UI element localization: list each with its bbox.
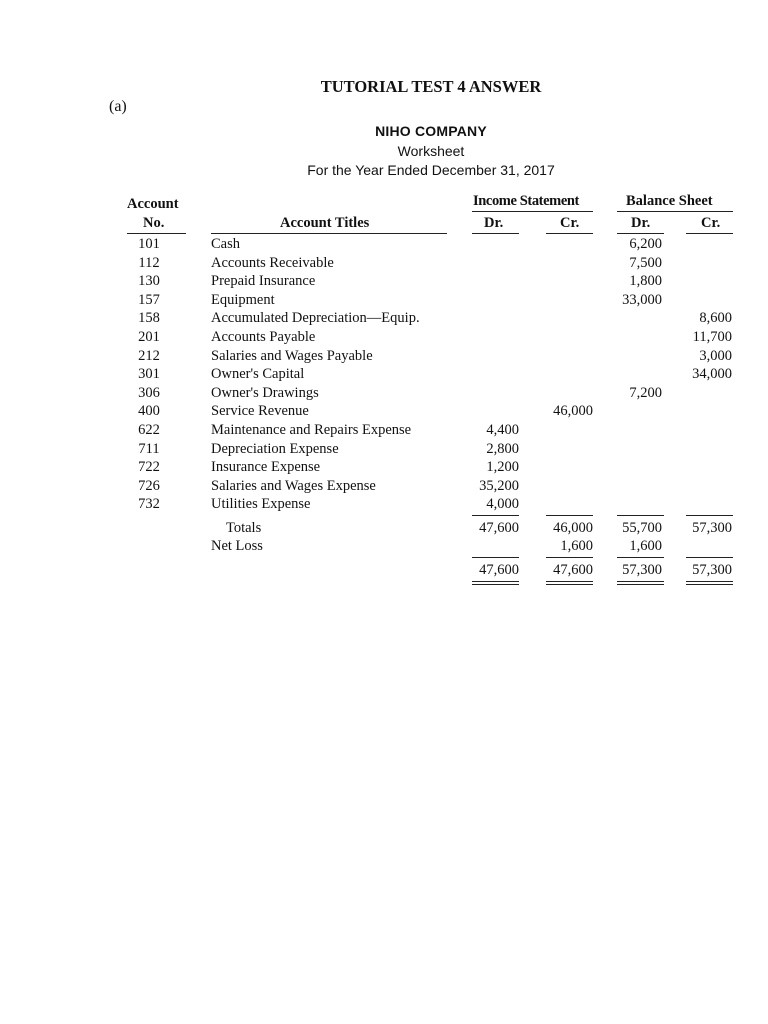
account-title: Maintenance and Repairs Expense xyxy=(211,422,412,438)
row-is-cr: 46,000 xyxy=(553,403,593,420)
row-bs-cr: 8,600 xyxy=(699,310,732,327)
account-number: 112 xyxy=(138,254,160,271)
table-row xyxy=(0,422,768,441)
double-rule-bs-dr-top xyxy=(617,581,664,582)
net-loss-bs-dr: 1,600 xyxy=(629,538,662,554)
totals-label: Totals xyxy=(226,520,262,536)
company-name: NIHO COMPANY xyxy=(375,123,487,139)
account-number: 101 xyxy=(138,236,160,252)
rule-bs-cr xyxy=(686,233,733,234)
rule-above-totals-is-cr xyxy=(546,515,593,516)
double-rule-is-cr-bottom xyxy=(546,584,593,585)
header-bs-dr: Dr. xyxy=(631,215,651,231)
rule-bs-dr xyxy=(617,233,664,234)
double-rule-is-dr-bottom xyxy=(472,584,519,585)
totals-bs-cr: 57,300 xyxy=(692,520,732,536)
table-row xyxy=(0,441,768,460)
rule-above-final-is-cr xyxy=(546,557,593,558)
row-is-dr: 2,800 xyxy=(486,440,519,457)
table-row xyxy=(0,255,768,274)
account-number: 711 xyxy=(138,440,160,457)
double-rule-is-dr-top xyxy=(472,581,519,582)
account-number: 732 xyxy=(138,496,160,513)
table-row xyxy=(0,403,768,422)
account-title: Cash xyxy=(211,236,240,252)
header-bs-cr: Cr. xyxy=(701,215,721,231)
header-income-statement: Income Statement xyxy=(473,193,579,209)
account-title: Accumulated Depreciation—Equip. xyxy=(211,310,420,327)
double-rule-bs-cr-top xyxy=(686,581,733,582)
row-bs-dr: 7,200 xyxy=(629,384,662,401)
period-label: For the Year Ended December 31, 2017 xyxy=(307,162,555,178)
rule-above-totals-bs-cr xyxy=(686,515,733,516)
account-title: Accounts Receivable xyxy=(211,254,334,271)
document-title: TUTORIAL TEST 4 ANSWER xyxy=(320,77,542,96)
final-bs-dr: 57,300 xyxy=(622,562,662,578)
header-is-dr: Dr. xyxy=(484,215,504,231)
account-number: 158 xyxy=(138,310,160,327)
net-loss-label: Net Loss xyxy=(211,538,263,554)
account-number: 301 xyxy=(138,366,160,383)
rule-account-no xyxy=(127,233,186,234)
header-account-titles: Account Titles xyxy=(280,215,370,231)
header-balance-sheet: Balance Sheet xyxy=(626,193,713,209)
rule-bs-group xyxy=(617,211,733,212)
rule-above-final-is-dr xyxy=(472,557,519,558)
rule-above-totals-is-dr xyxy=(472,515,519,516)
totals-is-dr: 47,600 xyxy=(479,520,519,536)
table-row xyxy=(0,366,768,385)
net-loss-is-cr: 1,600 xyxy=(560,538,593,554)
rule-above-totals-bs-dr xyxy=(617,515,664,516)
row-is-dr: 4,000 xyxy=(486,496,519,513)
rule-is-group xyxy=(472,211,593,212)
rule-account-titles xyxy=(211,233,447,234)
account-title: Equipment xyxy=(211,291,275,308)
rule-is-dr xyxy=(472,233,519,234)
account-number: 130 xyxy=(138,273,160,290)
row-bs-dr: 1,800 xyxy=(629,273,662,290)
rule-above-final-bs-dr xyxy=(617,557,664,558)
double-rule-bs-cr-bottom xyxy=(686,584,733,585)
account-title: Salaries and Wages Payable xyxy=(211,347,373,364)
account-number: 306 xyxy=(138,384,160,401)
account-title: Owner's Capital xyxy=(211,366,305,383)
table-row xyxy=(0,385,768,404)
account-number: 201 xyxy=(138,329,160,345)
double-rule-bs-dr-bottom xyxy=(617,584,664,585)
header-account: Account xyxy=(127,196,179,212)
table-row xyxy=(0,273,768,292)
totals-is-cr: 46,000 xyxy=(553,520,593,536)
account-number: 622 xyxy=(138,422,160,438)
rule-above-final-bs-cr xyxy=(686,557,733,558)
table-row xyxy=(0,348,768,367)
account-title: Owner's Drawings xyxy=(211,384,319,401)
account-title: Accounts Payable xyxy=(211,329,316,345)
row-bs-dr: 6,200 xyxy=(629,236,662,252)
final-is-dr: 47,600 xyxy=(479,562,519,578)
header-account-no: No. xyxy=(143,215,165,231)
row-is-dr: 1,200 xyxy=(486,459,519,476)
account-number: 722 xyxy=(138,459,160,476)
row-is-dr: 35,200 xyxy=(479,477,519,494)
header-is-cr: Cr. xyxy=(560,215,580,231)
final-is-cr: 47,600 xyxy=(553,562,593,578)
table-row xyxy=(0,478,768,497)
account-number: 212 xyxy=(138,347,160,364)
row-bs-cr: 34,000 xyxy=(692,366,732,383)
worksheet-name: Worksheet xyxy=(397,143,465,159)
row-bs-dr: 7,500 xyxy=(629,254,662,271)
double-rule-is-cr-top xyxy=(546,581,593,582)
totals-bs-dr: 55,700 xyxy=(622,520,662,536)
row-bs-cr: 11,700 xyxy=(692,329,732,345)
table-row xyxy=(0,459,768,478)
table-row xyxy=(0,329,768,348)
account-number: 400 xyxy=(138,403,160,420)
account-title: Prepaid Insurance xyxy=(211,273,316,290)
table-row xyxy=(0,310,768,329)
account-number: 726 xyxy=(138,477,160,494)
row-is-dr: 4,400 xyxy=(486,422,519,438)
account-title: Insurance Expense xyxy=(211,459,321,476)
table-row xyxy=(0,292,768,311)
account-title: Utilities Expense xyxy=(211,496,311,513)
row-bs-dr: 33,000 xyxy=(622,291,662,308)
account-title: Depreciation Expense xyxy=(211,440,339,457)
account-number: 157 xyxy=(138,291,160,308)
rule-is-cr xyxy=(546,233,593,234)
account-title: Service Revenue xyxy=(211,403,309,420)
table-row xyxy=(0,236,768,255)
account-title: Salaries and Wages Expense xyxy=(211,477,376,494)
final-bs-cr: 57,300 xyxy=(692,562,732,578)
row-bs-cr: 3,000 xyxy=(699,347,732,364)
table-row xyxy=(0,496,768,515)
part-label: (a) xyxy=(109,98,127,115)
